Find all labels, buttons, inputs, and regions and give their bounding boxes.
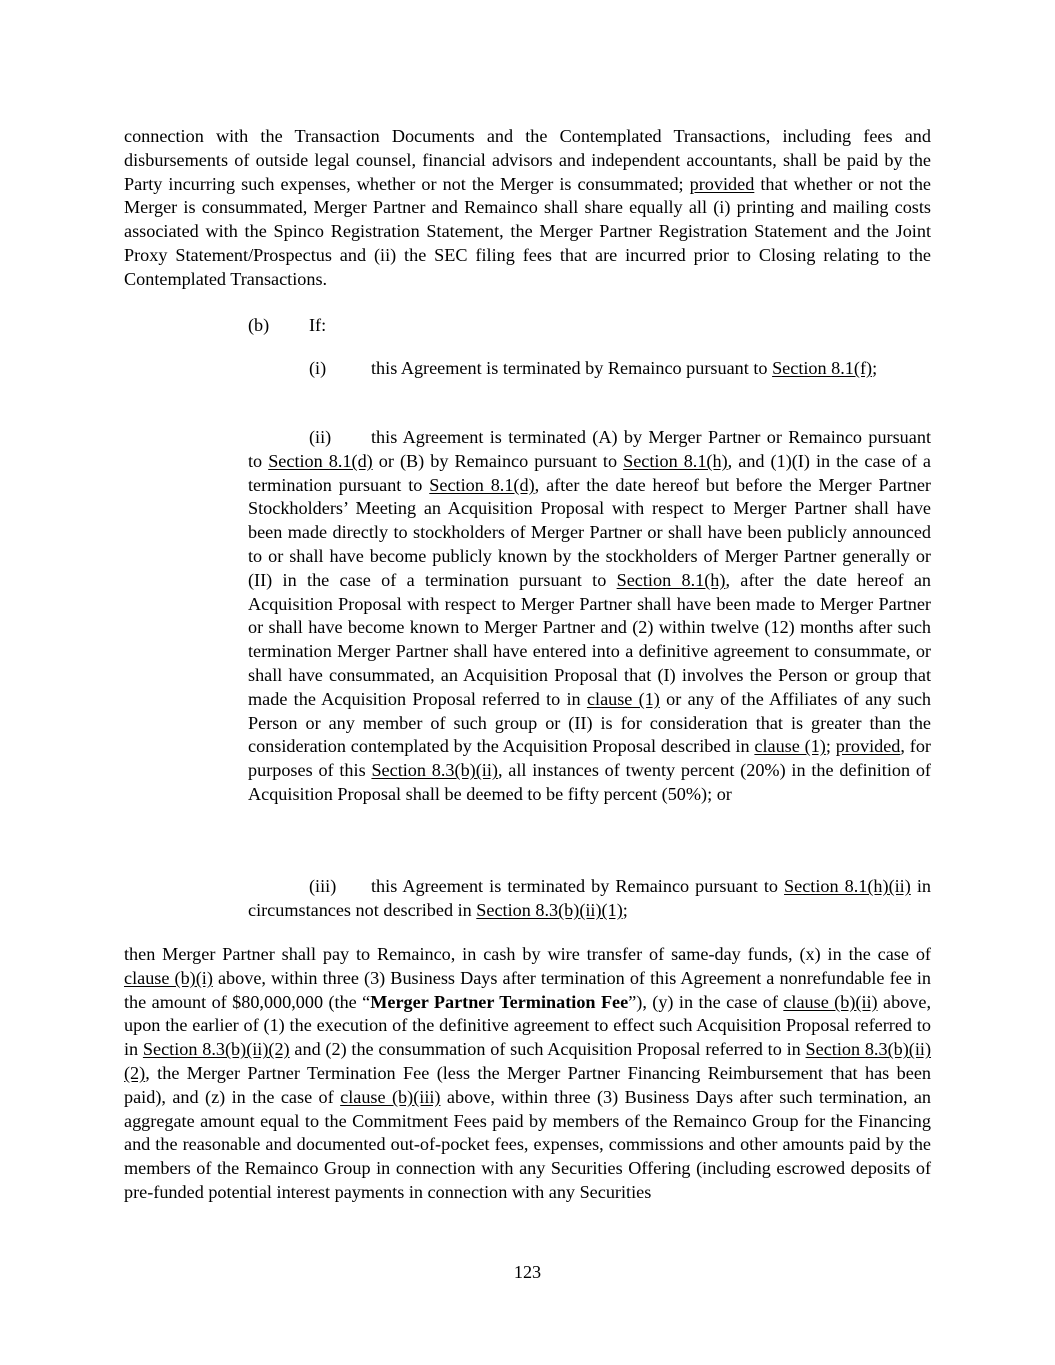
section-reference: Section 8.1(d) [268,450,373,471]
clause-reference: clause (b)(iii) [340,1086,441,1107]
page-number: 123 [513,1262,542,1282]
clause-iii: (iii) this Agreement is terminated by Remainco pursuant to Section 8.1(h)(ii) in circumstances not described in Section 8.3(b)(ii)(1); [248,876,931,920]
section-reference: Section 8.3(b)(ii) [371,760,498,781]
section-reference: Section 8.3(b)(ii)(2) [124,1039,932,1083]
section-reference: Section 8.1(d) [429,474,535,495]
clause-iii-label: (iii) [309,876,337,896]
clause-i-label: (i) [309,358,327,378]
section-reference: Section 8.1(h) [623,450,728,471]
clause-i: (i) this Agreement is terminated by Remainco pursuant to Section 8.1(f); [248,357,931,381]
provided-term: provided [835,736,901,757]
clause-reference: clause (b)(i) [124,967,213,988]
clause-reference: clause (1) [586,688,660,709]
payment-paragraph: then Merger Partner shall pay to Remainco, in cash by wire transfer of same-day funds, (x) in the case of clause (b)(i) above, within three (3) Business Days after termination of this Agreement a nonrefundable fee in the amount of $80,000,000 (the “Merger Partner Termination Fee”), (y) in the case of clause (b)(ii) above, upon the earlier of (1) the execution of the definitive agreement to effect such Acquisition Proposal referred to in Section 8.3(b)(ii)(2) and (2) the consummation of such Acquisition Proposal referred to in Section 8.3(b)(ii)(2), the Merger Partner Termination Fee (less the Merger Partner Financing Reimbursement that has been paid), and (z) in the case of clause (b)(iii) above, within three (3) Business Days after such termination, an aggregate amount equal to the Commitment Fees paid by members of the Remainco Group for the Financing and the reasonable and documented out-of-pocket fees, expenses, commissions and other amounts paid by the members of the Remainco Group in connection with any Securities Offering (including escrowed deposits of pre-funded potential interest payments in connection with any Securities [124,944,932,1202]
section-reference: Section 8.3(b)(ii)(1) [476,899,623,920]
clause-reference: clause (b)(ii) [783,991,878,1012]
section-reference: Section 8.1(f) [772,358,873,378]
clause-ii: (ii) this Agreement is terminated (A) by Merger Partner or Remainco pursuant to Section 8.1(d) or (B) by Remainco pursuant to Section 8.1(h), and (1)(I) in the case of a termination pursuant to Section 8.1(d), after the date hereof but before the Merger Partner Stockholders’ Meeting an Acquisition Proposal with respect to Merger Partner shall have been made directly to stockholders of Merger Partner or shall have been publicly announced to or shall have become publicly known by the stockholders of Merger Partner generally or (II) in the case of a termination pursuant to Section 8.1(h), after the date hereof an Acquisition Proposal with respect to Merger Partner shall have been made to Merger Partner or shall have become known to Merger Partner and (2) within twelve (12) months after such termination Merger Partner shall have entered into a definitive agreement to consummate, or shall have consummated, an Acquisition Proposal that (I) involves the Person or group that made the Acquisition Proposal referred to in clause (1) or any of the Affiliates of any such Person or any member of such group or (II) is for consideration that is greater than the consideration contemplated by the Acquisition Proposal described in clause (1); provided, for purposes of this Section 8.3(b)(ii), all instances of twenty percent (20%) in the definition of Acquisition Proposal shall be deemed to be fifty percent (50%); or [248,427,932,804]
clause-reference: clause (1) [754,736,826,757]
defined-term: Merger Partner Termination Fee [370,991,629,1012]
provided-term: provided [689,173,755,194]
section-reference: Section 8.1(h)(ii) [784,876,911,896]
clause-ii-label: (ii) [309,427,332,447]
clause-b [248,314,931,338]
section-reference: Section 8.1(h) [616,569,726,590]
expenses-paragraph: connection with the Transaction Documents and the Contemplated Transactions, including fees and disbursements of outside legal counsel, financial advisors and independent accountants, shall be paid by the Party incurring such expenses, whether or not the Merger is consummated; provided that whether or not the Merger is consummated, Merger Partner and Remainco shall share equally all (i) printing and mailing costs associated with the Spinco Registration Statement, the Merger Partner Registration Statement and the Joint Proxy Statement/Prospectus and (ii) the SEC filing fees that are incurred prior to Closing relating to the Contemplated Transactions. [124,126,931,289]
clause-b-text: If: [309,315,327,335]
section-reference: Section 8.3(b)(ii)(2) [142,1039,290,1060]
clause-b-label: (b) [248,315,270,335]
